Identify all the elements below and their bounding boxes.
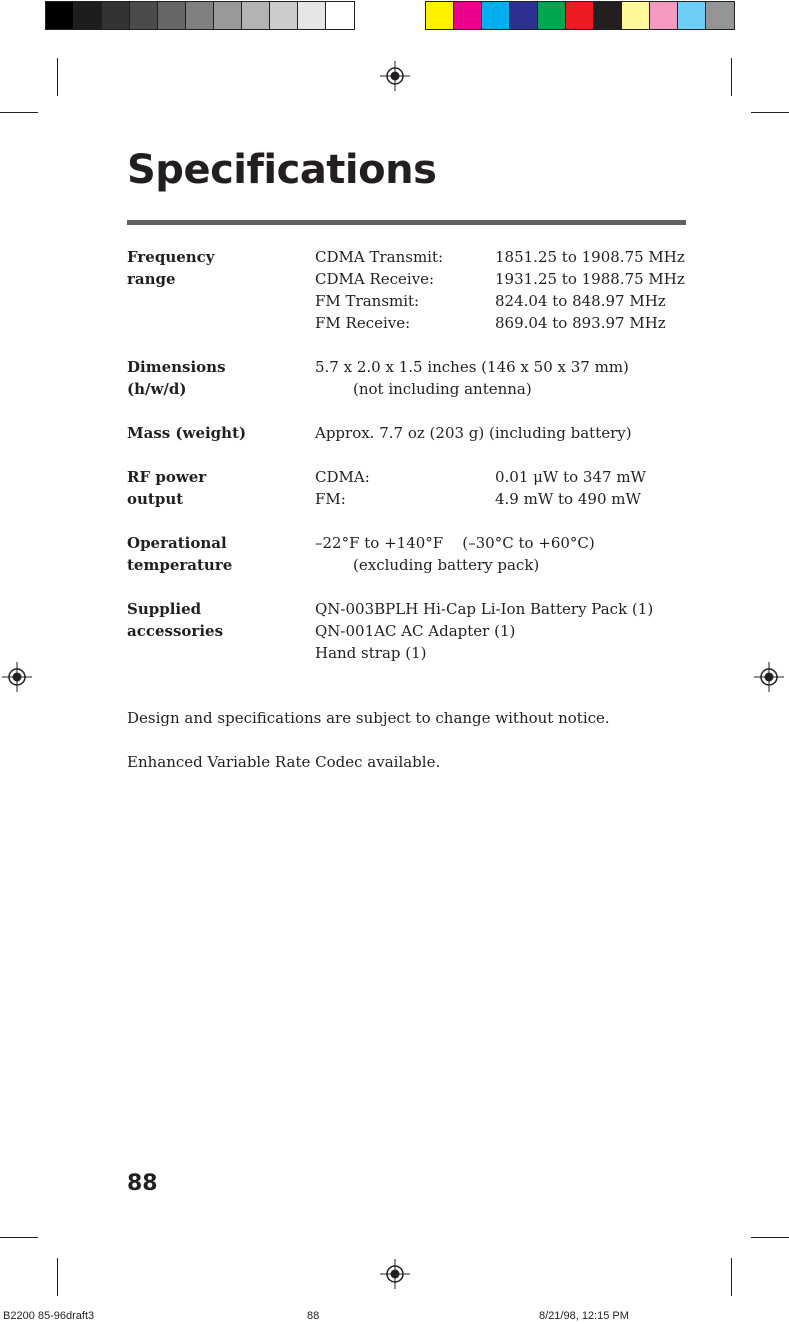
gray-swatch <box>186 2 214 29</box>
spec-label: (h/w/d) <box>127 380 187 398</box>
spec-value: 869.04 to 893.97 MHz <box>495 314 666 332</box>
spec-dimensions <box>127 356 697 400</box>
spec-label: accessories <box>127 622 224 640</box>
spec-value: Approx. 7.7 oz (203 g) (including battery) <box>315 424 632 442</box>
color-swatch <box>650 2 678 29</box>
color-swatch <box>454 2 482 29</box>
spec-label: range <box>127 270 176 288</box>
spec-frequency-range <box>127 246 697 334</box>
codec-note: Enhanced Variable Rate Codec available. <box>127 753 441 771</box>
crop-mark <box>731 58 732 96</box>
gray-swatch <box>158 2 186 29</box>
spec-value: –22°F to +140°F (–30°C to +60°C) <box>315 534 595 552</box>
spec-label: Operational <box>127 534 227 552</box>
gray-swatch <box>326 2 354 29</box>
gray-swatch <box>74 2 102 29</box>
spec-mass <box>127 422 697 444</box>
crop-mark <box>57 1258 58 1296</box>
color-swatch <box>706 2 734 29</box>
registration-target-icon <box>380 61 410 91</box>
slug-page: 88 <box>307 1310 320 1322</box>
spec-label: Mass (weight) <box>127 424 247 442</box>
specifications-table <box>127 246 697 686</box>
spec-value: 4.9 mW to 490 mW <box>495 490 641 508</box>
page-title: Specifications <box>127 147 437 193</box>
spec-value: 824.04 to 848.97 MHz <box>495 292 666 310</box>
color-swatch <box>566 2 594 29</box>
registration-target-icon <box>380 1259 410 1289</box>
registration-target-icon <box>754 662 784 692</box>
spec-value: 1851.25 to 1908.75 MHz <box>495 248 685 266</box>
spec-label: Frequency <box>127 248 215 266</box>
spec-supplied-accessories <box>127 598 697 664</box>
spec-key: FM Transmit: <box>315 292 420 310</box>
notice-text: Design and specifications are subject to change without notice. <box>127 709 610 727</box>
spec-value: 0.01 μW to 347 mW <box>495 468 646 486</box>
spec-key: FM: <box>315 490 346 508</box>
gray-swatch <box>270 2 298 29</box>
spec-key: CDMA Transmit: <box>315 248 444 266</box>
spec-value: (not including antenna) <box>353 380 532 398</box>
crop-mark <box>751 112 789 113</box>
slug-timestamp: 8/21/98, 12:15 PM <box>539 1310 629 1322</box>
color-swatch <box>426 2 454 29</box>
spec-operational-temperature <box>127 532 697 576</box>
spec-value: (excluding battery pack) <box>353 556 540 574</box>
spec-value: Hand strap (1) <box>315 644 427 662</box>
spec-label: Dimensions <box>127 358 226 376</box>
process-color-bar <box>425 1 735 30</box>
grayscale-color-bar <box>45 1 355 30</box>
color-swatch <box>594 2 622 29</box>
spec-rf-power-output <box>127 466 697 510</box>
gray-swatch <box>214 2 242 29</box>
slug-filename: B2200 85-96draft3 <box>3 1310 95 1322</box>
gray-swatch <box>298 2 326 29</box>
crop-mark <box>0 112 38 113</box>
crop-mark <box>731 1258 732 1296</box>
spec-key: CDMA Receive: <box>315 270 435 288</box>
gray-swatch <box>242 2 270 29</box>
crop-mark <box>57 58 58 96</box>
gray-swatch <box>46 2 74 29</box>
spec-key: FM Receive: <box>315 314 411 332</box>
color-swatch <box>482 2 510 29</box>
color-swatch <box>510 2 538 29</box>
color-swatch <box>678 2 706 29</box>
spec-label: output <box>127 490 184 508</box>
page-number: 88 <box>127 1171 158 1196</box>
spec-key: CDMA: <box>315 468 370 486</box>
spec-value: 1931.25 to 1988.75 MHz <box>495 270 685 288</box>
title-rule <box>127 220 686 225</box>
spec-label: temperature <box>127 556 233 574</box>
spec-value: QN-001AC AC Adapter (1) <box>315 622 516 640</box>
registration-target-icon <box>2 662 32 692</box>
spec-value: 5.7 x 2.0 x 1.5 inches (146 x 50 x 37 mm) <box>315 358 629 376</box>
color-swatch <box>538 2 566 29</box>
crop-mark <box>0 1237 38 1238</box>
spec-label: RF power <box>127 468 207 486</box>
color-swatch <box>622 2 650 29</box>
gray-swatch <box>130 2 158 29</box>
spec-value: QN-003BPLH Hi-Cap Li-Ion Battery Pack (1) <box>315 600 654 618</box>
crop-mark <box>751 1237 789 1238</box>
gray-swatch <box>102 2 130 29</box>
spec-label: Supplied <box>127 600 202 618</box>
